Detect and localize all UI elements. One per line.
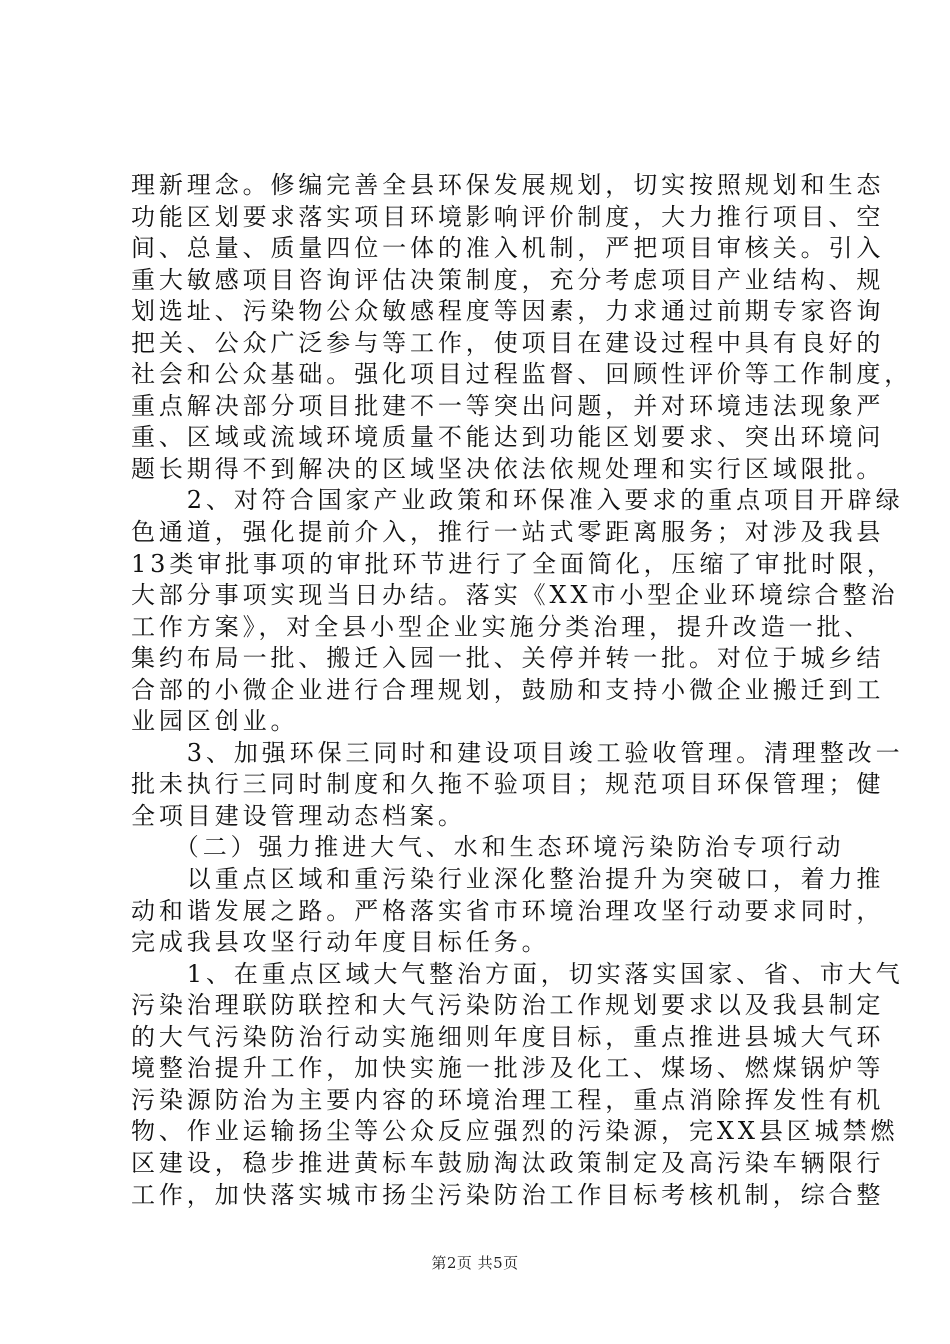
text-line: 理新理念。修编完善全县环保发展规划，切实按照规划和生态 xyxy=(131,171,885,199)
text-line: 1、在重点区域大气整治方面，切实落实国家、省、市大气 xyxy=(131,959,904,988)
text-line: 13类审批事项的审批环节进行了全面简化，压缩了审批时限， xyxy=(131,549,895,578)
text-line: 重点解决部分项目批建不一等突出问题，并对环境违法现象严 xyxy=(131,391,885,420)
text-line: 全项目建设管理动态档案。 xyxy=(131,801,466,830)
section-heading: （二）强力推进大气、水和生态环境污染防治专项行动 xyxy=(131,833,845,862)
text-line: 工作，加快落实城市扬尘污染防治工作目标考核机制，综合整 xyxy=(131,1180,885,1209)
text-line: 完成我县攻坚行动年度目标任务。 xyxy=(131,928,550,957)
text-line: 物、作业运输扬尘等公众反应强烈的污染源，完XX县区城禁燃 xyxy=(131,1117,899,1146)
text-line: 间、总量、质量四位一体的准入机制，严把项目审核关。引入 xyxy=(131,234,885,263)
text-line: 大部分事项实现当日办结。落实《XX市小型企业环境综合整治 xyxy=(131,581,899,610)
text-line: 动和谐发展之路。严格落实省市环境治理攻坚行动要求同时， xyxy=(131,896,885,925)
text-line: 2、对符合国家产业政策和环保准入要求的重点项目开辟绿 xyxy=(131,486,904,515)
text-line: 集约布局一批、搬迁入园一批、关停并转一批。对位于城乡结 xyxy=(131,644,885,673)
text-line: 3、加强环保三同时和建设项目竣工验收管理。清理整改一 xyxy=(131,738,904,767)
text-line: 划选址、污染物公众敏感程度等因素，力求通过前期专家咨询 xyxy=(131,297,885,326)
text-line: 色通道，强化提前介入，推行一站式零距离服务；对涉及我县 xyxy=(131,518,885,547)
text-line: 功能区划要求落实项目环境影响评价制度，大力推行项目、空 xyxy=(131,202,885,231)
text-line: 题长期得不到解决的区域坚决依法依规处理和实行区域限批。 xyxy=(131,454,885,483)
text-line: 业园区创业。 xyxy=(131,707,299,736)
text-line: 重大敏感项目咨询评估决策制度，充分考虑项目产业结构、规 xyxy=(131,265,885,294)
text-line: 合部的小微企业进行合理规划，鼓励和支持小微企业搬迁到工 xyxy=(131,675,885,704)
text-line: 把关、公众广泛参与等工作，使项目在建设过程中具有良好的 xyxy=(131,328,885,357)
page-number: 第2页 共5页 xyxy=(431,1254,519,1272)
body-text xyxy=(131,170,913,1211)
text-line: 污染治理联防联控和大气污染防治工作规划要求以及我县制定 xyxy=(131,991,885,1020)
text-line: 社会和公众基础。强化项目过程监督、回顾性评价等工作制度， xyxy=(131,360,913,389)
text-line: 批未执行三同时制度和久拖不验项目；规范项目环保管理；健 xyxy=(131,770,885,799)
text-line: 重、区域或流域环境质量不能达到功能区划要求、突出环境问 xyxy=(131,423,885,452)
text-line: 污染源防治为主要内容的环境治理工程，重点消除挥发性有机 xyxy=(131,1085,885,1114)
text-line: 以重点区域和重污染行业深化整治提升为突破口，着力推 xyxy=(131,865,885,894)
text-line: 工作方案》，对全县小型企业实施分类治理，提升改造一批、 xyxy=(131,612,873,641)
text-line: 的大气污染防治行动实施细则年度目标，重点推进县城大气环 xyxy=(131,1022,885,1051)
text-line: 区建设，稳步推进黄标车鼓励淘汰政策制定及高污染车辆限行 xyxy=(131,1148,885,1177)
text-line: 境整治提升工作，加快实施一批涉及化工、煤场、燃煤锅炉等 xyxy=(131,1054,885,1083)
